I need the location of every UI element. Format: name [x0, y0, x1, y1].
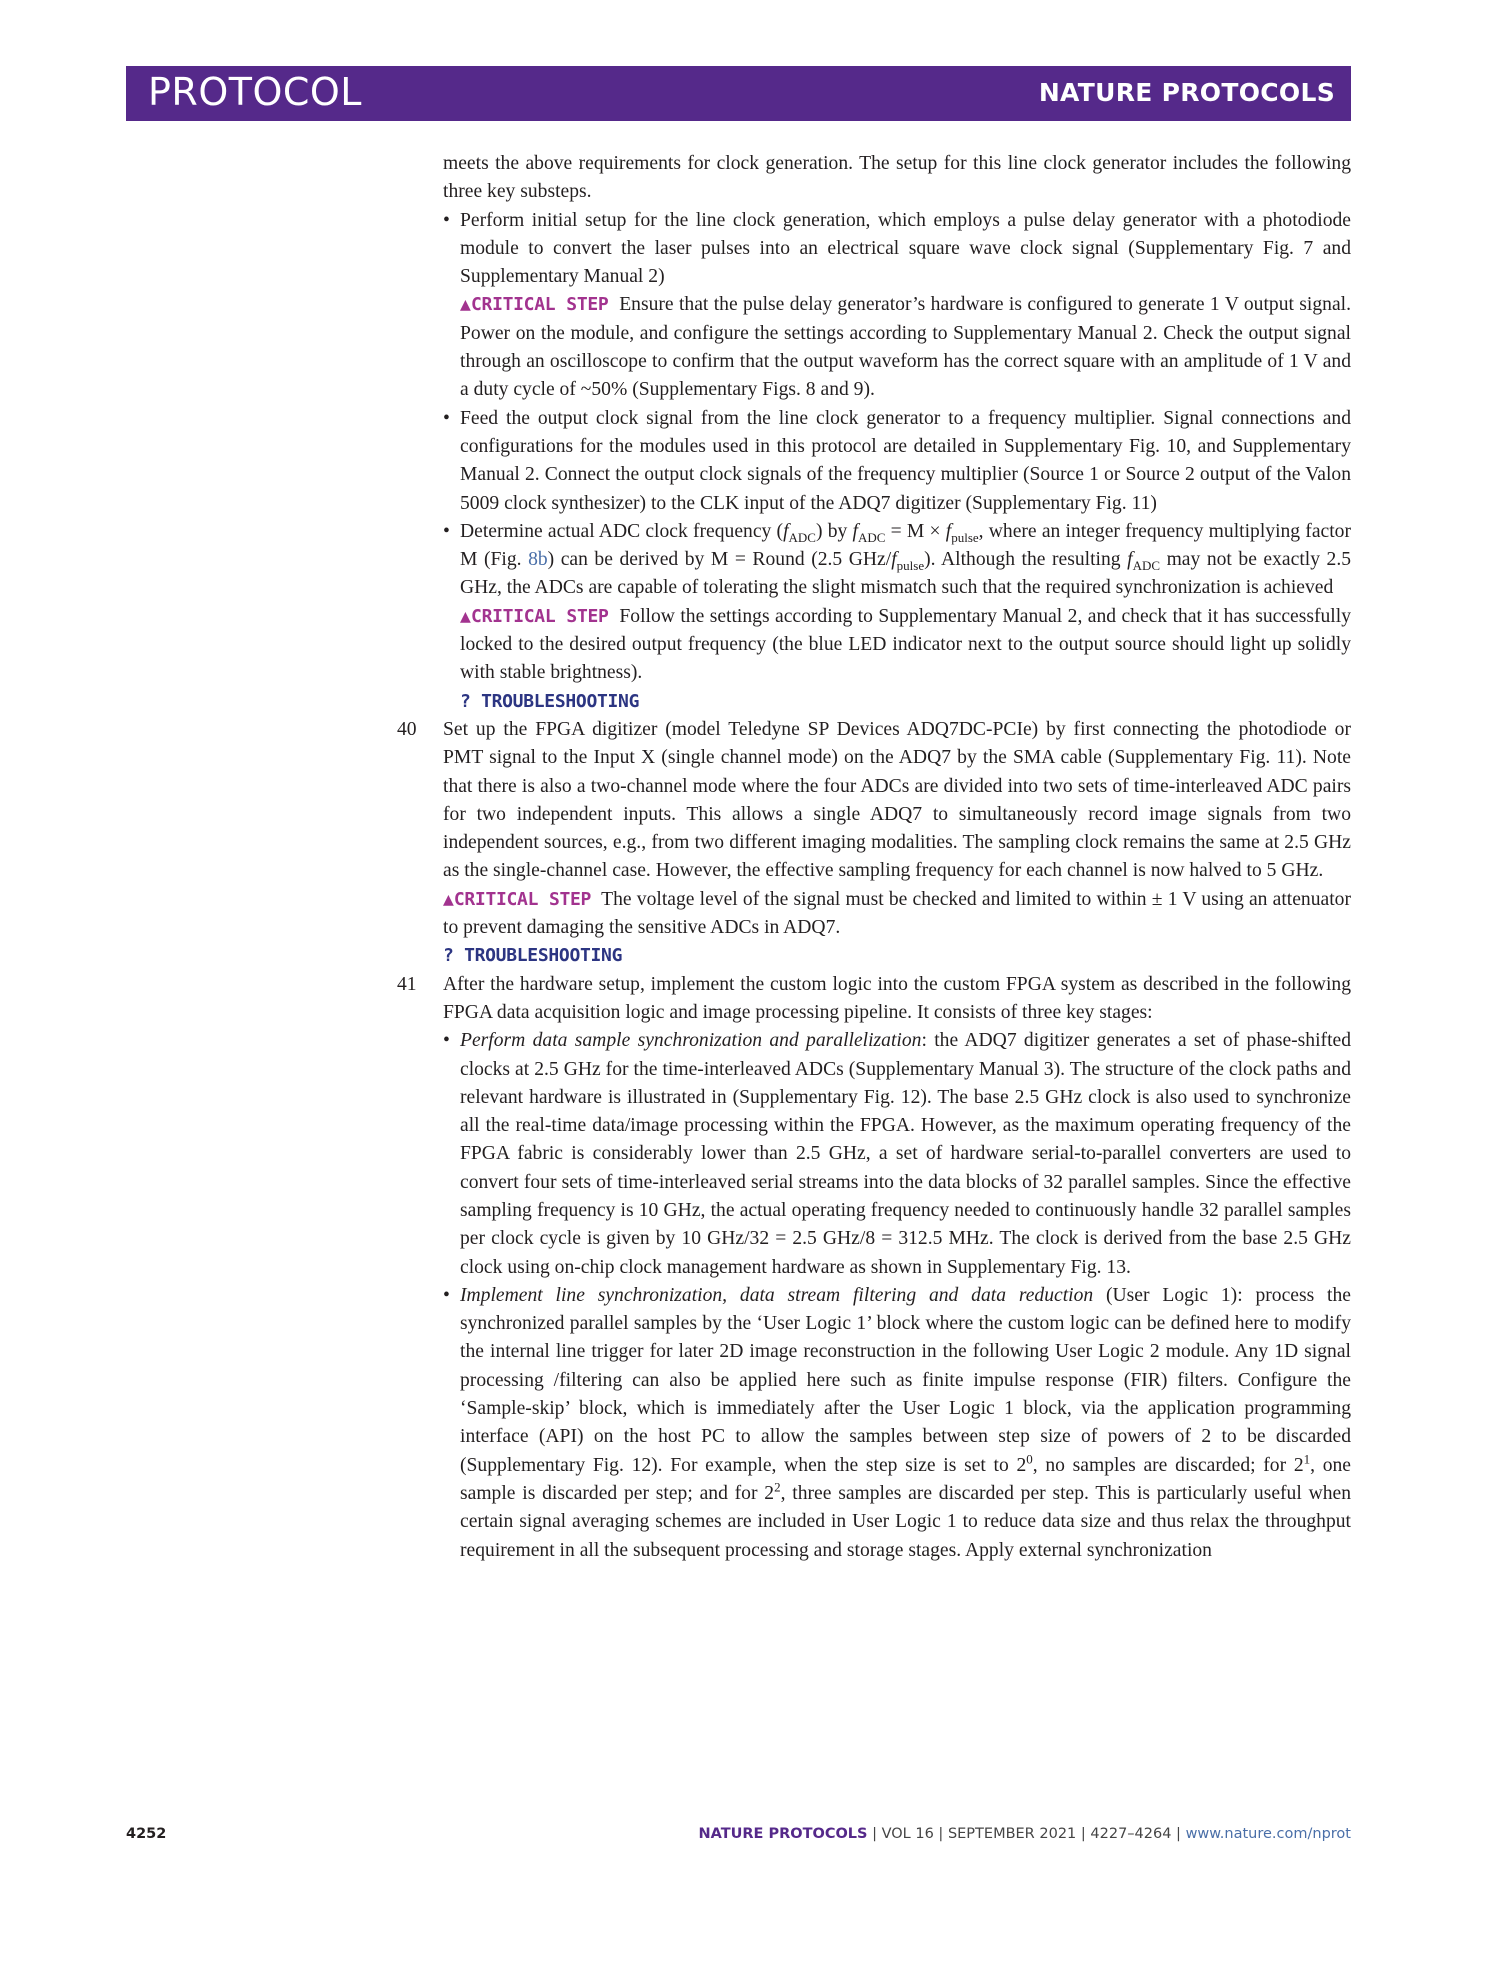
footer-date: SEPTEMBER 2021 [947, 1826, 1077, 1842]
bullet-title: Perform data sample synchronization and parallelization [460, 1030, 922, 1052]
math-f: f [1127, 549, 1133, 571]
footer-pages: 4227–4264 [1090, 1826, 1172, 1842]
footer-journal: NATURE PROTOCOLS [698, 1826, 868, 1842]
math-sub-adc: ADC [857, 529, 886, 545]
bullet-frequency-multiplier [443, 405, 1351, 518]
superscript: 1 [1303, 1451, 1311, 1467]
critical-step [443, 886, 1351, 943]
text-run: may not be exactly 2.5 GHz, the ADCs are capable of tolerating the slight mismatch such that the required synchronization is achieved [460, 549, 1352, 599]
critical-step [443, 603, 1351, 688]
bullet-text: : the ADQ7 digitizer generates a set of phase-shifted clocks at 2.5 GHz for the time-interleaved ADCs (Supplementary Manual 3). The structure of the clock paths and relevant hardware is illustrated in (Supplementary Fig. 12). The base 2.5 GHz clock is also used to synchronize all the real-time data/image processing within the FPGA. However, as the maximum operating frequency of the FPGA fabric is considerably lower than 2.5 GHz, a set of hardware serial-to-parallel converters are used to convert four sets of time-interleaved serial streams into the data blocks of 32 parallel samples. Since the effective sampling frequency is 10 GHz, the actual operating frequency needed to continuously handle 32 parallel samples per clock cycle is given by 10 GHz/32 = 2.5 GHz/8 = 312.5 MHz. The clock is derived from the base 2.5 GHz clock using on-chip clock management hardware as shown in Supplementary Fig. 13. [460, 1030, 1352, 1278]
footer-separator: | [1076, 1826, 1091, 1842]
critical-step-label: ▲CRITICAL STEP [443, 888, 592, 910]
bullet-text: Feed the output clock signal from the line clock generator to a frequency multiplier. Signal connections and configurations for the modules used in this protocol are detailed in Supplementary Fig. 10, and Supplementary Manual 2. Connect the output clock signals of the frequency multiplier (Source 1 or Source 2 output of the Valon 5009 clock synthesizer) to the CLK input of the ADQ7 digitizer (Supplementary Fig. 11) [460, 407, 1351, 514]
bullet-adc-clock-frequency [443, 518, 1351, 603]
math-f: f [891, 549, 897, 571]
bullet-line-clock-setup [443, 207, 1351, 292]
intro-paragraph: meets the above requirements for clock generation. The setup for this line clock generator includes the following three key substeps. [443, 153, 1351, 203]
text-run: ) by [815, 520, 853, 542]
step-text: After the hardware setup, implement the custom logic into the custom FPGA system as described in the following FPGA data acquisition logic and image processing pipeline. It consists of three key stages: [443, 973, 1351, 1023]
math-f: f [852, 520, 858, 542]
footer-separator: | [1171, 1826, 1186, 1842]
math-sub-pulse: pulse [896, 558, 925, 574]
troubleshooting-link[interactable]: ? TROUBLESHOOTING [460, 690, 640, 712]
math-sub-adc: ADC [788, 529, 816, 545]
page-number: 4252 [126, 1826, 167, 1842]
bullet-title: Implement line synchronization, data stream filtering and data reduction [460, 1284, 1094, 1306]
bullet-dot: • [443, 1284, 450, 1306]
critical-step-text: The voltage level of the signal must be checked and limited to within ± 1 V using an attenuator to prevent damaging the sensitive ADCs in ADQ7. [443, 888, 1351, 939]
footer-separator: | [867, 1826, 882, 1842]
text-run: = M × [885, 520, 946, 542]
header-bar [126, 66, 1351, 121]
bullet-sample-synchronization [443, 1027, 1351, 1282]
journal-name: NATURE PROTOCOLS [1038, 78, 1335, 107]
text-run: ) can be derived by M = Round (2.5 GHz/ [547, 549, 892, 571]
critical-step-text: Follow the settings according to Supplementary Manual 2, and check that it has successfully locked to the desired output frequency (the blue LED indicator next to the output source should light up solidly with stable brightness). [460, 605, 1351, 684]
critical-step-label: ▲CRITICAL STEP [460, 294, 609, 316]
bullet-dot: • [443, 407, 450, 429]
journal-reference [698, 1826, 1351, 1842]
section-label: PROTOCOL [148, 70, 362, 114]
troubleshooting-line [443, 688, 1351, 716]
footer-separator: | [933, 1826, 948, 1842]
step-text: Set up the FPGA digitizer (model Teledyne SP Devices ADQ7DC-PCIe) by first connecting the photodiode or PMT signal to the Input X (single channel mode) on the ADQ7 by the SMA cable (Supplementary Fig. 11). Note that there is also a two-channel mode where the four ADCs are divided into two sets of time-interleaved ADC pairs for two independent inputs. This allows a single ADQ7 to simultaneously record image signals from two independent sources, e.g., from two different imaging modalities. The sampling clock remains the same at 2.5 GHz as the single-channel case. However, the effective sampling frequency for each channel is now halved to 5 GHz. [443, 718, 1351, 882]
text-run: ). Although the resulting [924, 549, 1128, 571]
text-run: , where an integer frequency multiplying factor M (Fig. [460, 520, 1351, 571]
bullet-dot: • [443, 520, 450, 542]
math-f: f [783, 520, 789, 542]
bullet-dot: • [443, 209, 450, 231]
critical-step [443, 291, 1351, 404]
figure-link-8b[interactable]: 8b [528, 549, 548, 571]
math-f: f [945, 520, 952, 542]
text-run: , three samples are discarded per step. This is particularly useful when certain signal averaging schemes are included in User Logic 1 to reduce data size and thus relax the throughput requirement in all the subsequent processing and storage stages. Apply external synchronization [460, 1482, 1352, 1561]
text-run: Determine actual ADC clock frequency ( [460, 520, 784, 542]
superscript: 0 [1026, 1451, 1033, 1467]
bullet-text: Perform initial setup for the line clock generation, which employs a pulse delay generator with a photodiode module to convert the laser pulses into an electrical square wave clock signal (Supplementary Fig. 7 and Supplementary Manual 2) [460, 209, 1351, 288]
main-content [397, 150, 1352, 1565]
troubleshooting-link[interactable]: ? TROUBLESHOOTING [443, 945, 623, 967]
footer-url[interactable]: www.nature.com/nprot [1185, 1826, 1351, 1842]
text-run: , no samples are discarded; for 2 [1032, 1454, 1304, 1476]
bullet-line-synchronization [443, 1282, 1351, 1565]
step-number: 41 [397, 973, 417, 995]
text-run: (User Logic 1): process the synchronized parallel samples by the ‘User Logic 1’ block where the custom logic can be defined here to modify the internal line trigger for later 2D image reconstruction in the following User Logic 2 module. Any 1D signal processing /filtering can also be applied here such as finite impulse response (FIR) filters. Configure the ‘Sample-skip’ block, which is immediately after the User Logic 1 block, via the application programming interface (API) on the host PC to allow the samples between step size of powers of 2 to be discarded (Supplementary Fig. 12). For example, when the step size is set to 2 [460, 1284, 1351, 1476]
step-41 [397, 971, 1352, 1565]
footer-volume: VOL 16 [881, 1826, 934, 1842]
bullet-dot: • [443, 1030, 450, 1052]
step-40 [397, 716, 1351, 971]
math-sub-pulse: pulse [951, 529, 979, 545]
critical-step-label: ▲CRITICAL STEP [460, 605, 609, 627]
critical-step-text: Ensure that the pulse delay generator’s hardware is configured to generate 1 V output signal. Power on the module, and configure the settings according to Supplementary Manual 2. Check the output signal through an oscilloscope to confirm that the output waveform has the correct square with an amplitude of 1 V and a duty cycle of ~50% (Supplementary Figs. 8 and 9). [460, 294, 1351, 401]
page-footer [126, 1826, 1351, 1850]
text-run: , one sample is discarded per step; and for 2 [460, 1454, 1352, 1504]
step-number: 40 [397, 718, 417, 740]
math-sub-adc: ADC [1132, 558, 1161, 574]
superscript: 2 [774, 1479, 781, 1495]
